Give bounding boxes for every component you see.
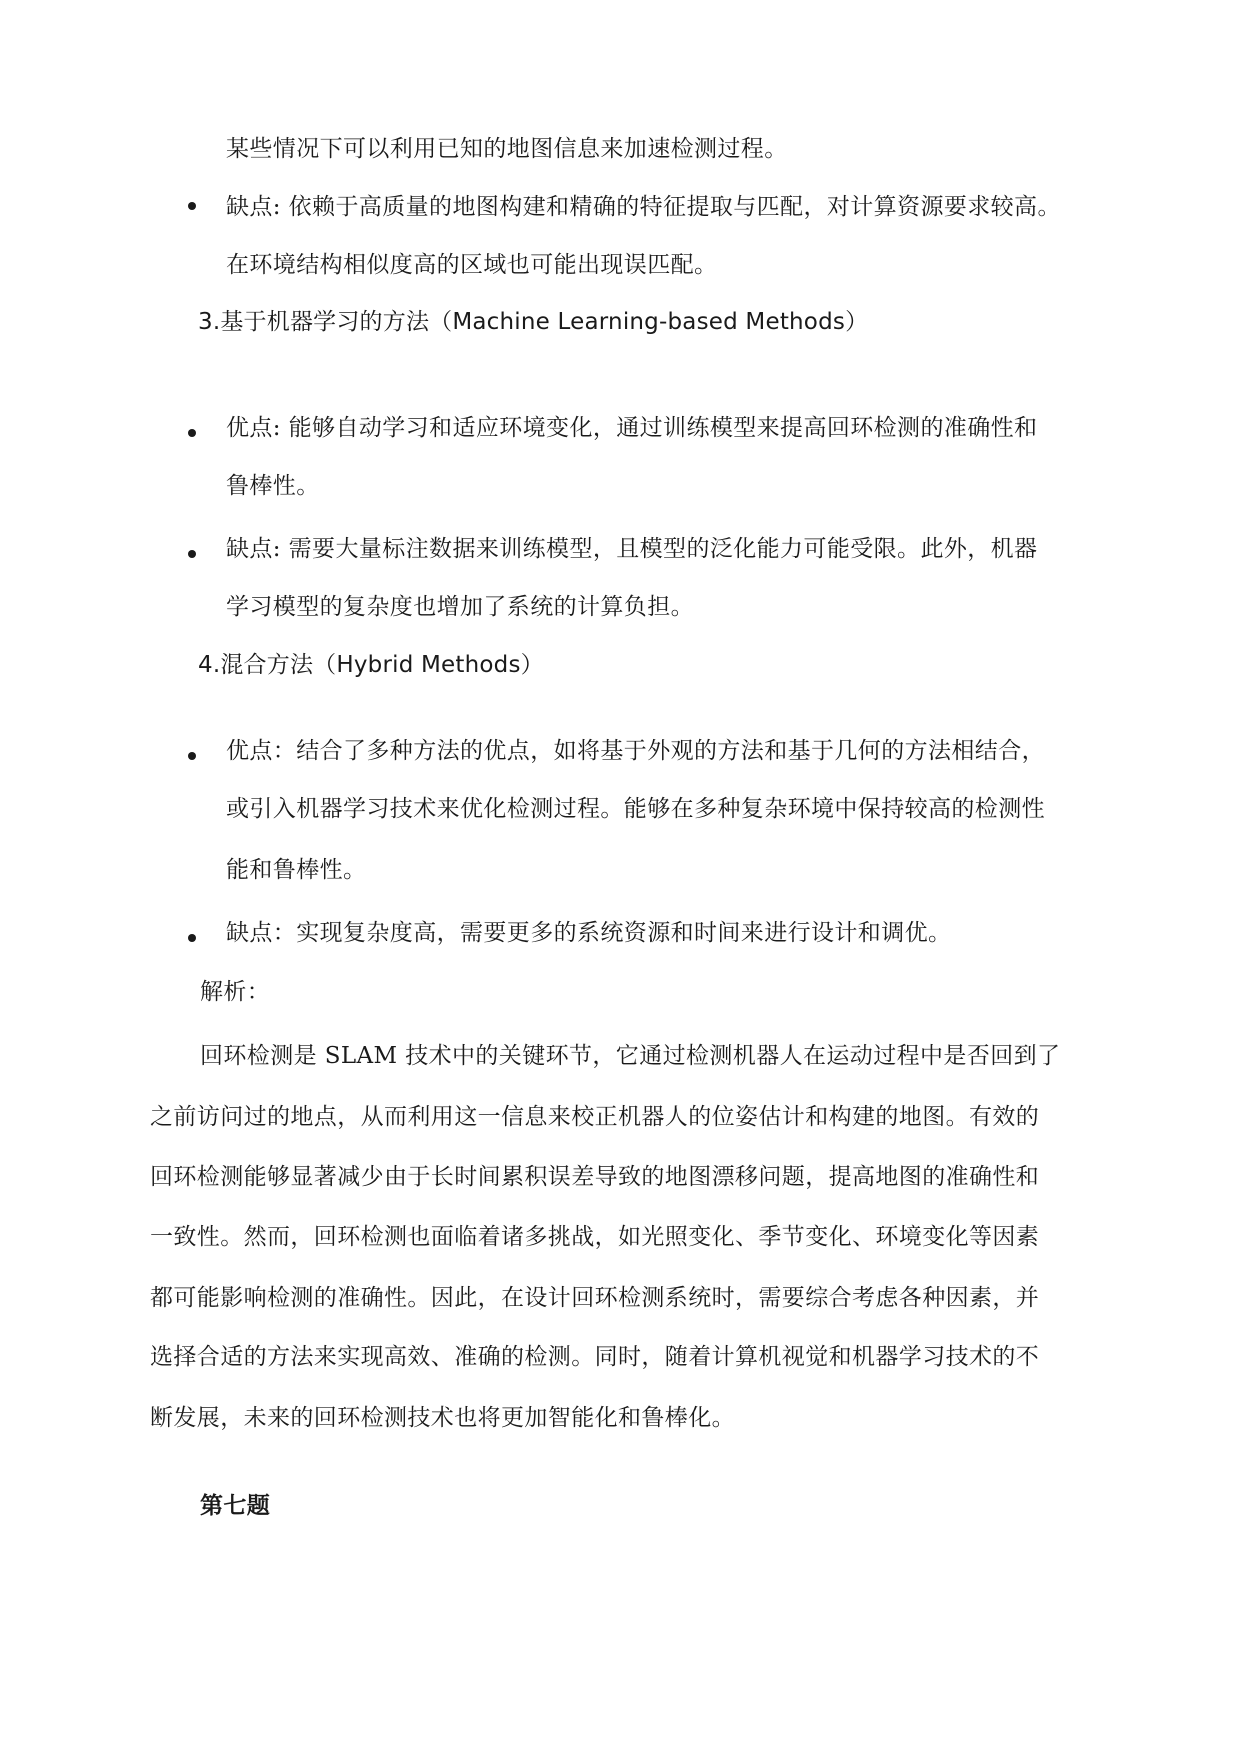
list-item-text: 优点: 能够自动学习和适应环境变化，通过训练模型来提高回环检测的准确性和 xyxy=(226,415,1038,441)
paragraph-line: 回环检测是 SLAM 技术中的关键环节，它通过检测机器人在运动过程中是否回到了 xyxy=(200,1043,1061,1069)
section-heading: 4.混合方法（Hybrid Methods） xyxy=(198,652,544,678)
list-item-text: 优点：结合了多种方法的优点，如将基于外观的方法和基于几何的方法相结合， xyxy=(226,738,1045,764)
paragraph-line: 选择合适的方法来实现高效、准确的检测。同时，随着计算机视觉和机器学习技术的不 xyxy=(150,1344,1040,1370)
text-line: 某些情况下可以利用已知的地图信息来加速检测过程。 xyxy=(226,136,788,162)
paragraph-line: 都可能影响检测的准确性。因此，在设计回环检测系统时，需要综合考虑各种因素，并 xyxy=(150,1285,1040,1311)
paragraph-line: 回环检测能够显著减少由于长时间累积误差导致的地图漂移问题，提高地图的准确性和 xyxy=(150,1164,1040,1190)
list-item-text: 或引入机器学习技术来优化检测过程。能够在多种复杂环境中保持较高的检测性 xyxy=(226,796,1045,822)
list-item-text: 缺点: 需要大量标注数据来训练模型，且模型的泛化能力可能受限。此外，机器 xyxy=(226,536,1038,562)
paragraph-line: 断发展，未来的回环检测技术也将更加智能化和鲁棒化。 xyxy=(150,1405,735,1431)
bullet-icon xyxy=(188,752,196,760)
list-item-text: 在环境结构相似度高的区域也可能出现误匹配。 xyxy=(226,252,718,278)
list-item-text: 能和鲁棒性。 xyxy=(226,857,367,883)
paragraph-line: 之前访问过的地点，从而利用这一信息来校正机器人的位姿估计和构建的地图。有效的 xyxy=(150,1104,1040,1130)
list-item-text: 学习模型的复杂度也增加了系统的计算负担。 xyxy=(226,594,694,620)
section-heading: 3.基于机器学习的方法（Machine Learning-based Methods） xyxy=(198,309,869,335)
list-item-text: 缺点: 依赖于高质量的地图构建和精确的特征提取与匹配，对计算资源要求较高。 xyxy=(226,194,1061,220)
list-item-text: 缺点：实现复杂度高，需要更多的系统资源和时间来进行设计和调优。 xyxy=(226,920,952,946)
paragraph-line: 一致性。然而，回环检测也面临着诸多挑战，如光照变化、季节变化、环境变化等因素 xyxy=(150,1224,1040,1250)
analysis-label: 解析： xyxy=(200,979,271,1005)
list-item-text: 鲁棒性。 xyxy=(226,473,320,499)
bullet-icon xyxy=(188,934,196,942)
bullet-icon xyxy=(188,550,196,558)
bullet-icon xyxy=(188,429,196,437)
question-heading: 第七题 xyxy=(200,1493,271,1519)
bullet-icon xyxy=(188,202,196,210)
